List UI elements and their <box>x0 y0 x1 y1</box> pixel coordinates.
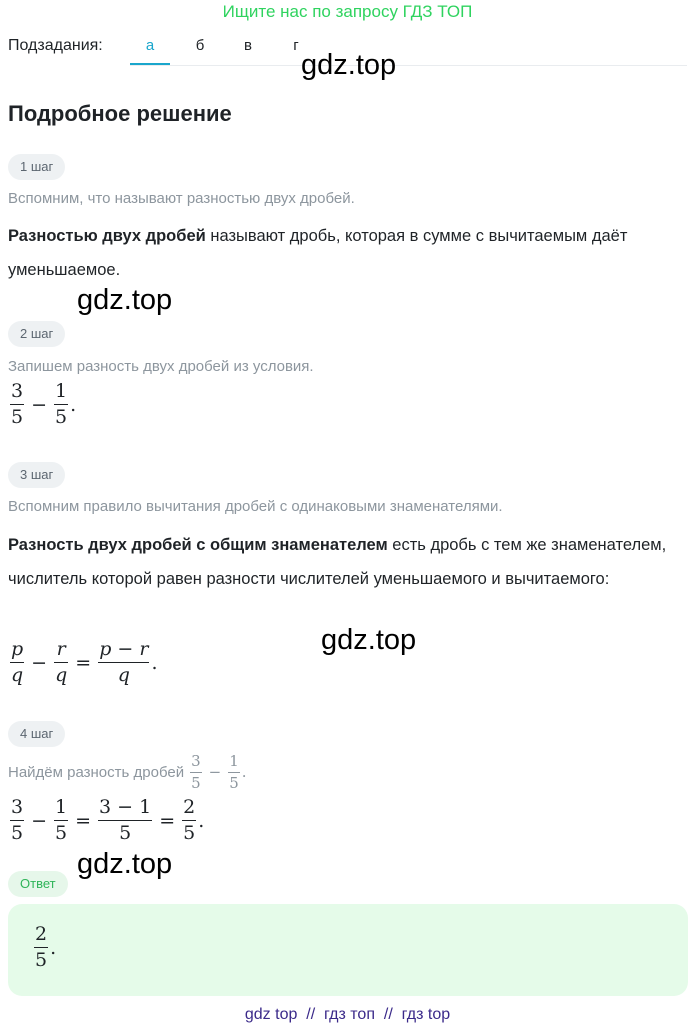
numerator: 1 <box>229 752 239 770</box>
answer-badge: Ответ <box>8 871 68 897</box>
rule-term: Разность двух дробей с общим знаменателем <box>8 536 388 554</box>
numerator: 3 <box>191 752 201 770</box>
fraction <box>98 639 149 686</box>
step-badge-3: 3 шаг <box>8 462 65 488</box>
period: . <box>70 393 77 416</box>
watermark: gdz.top <box>77 284 173 316</box>
denominator: q <box>117 664 130 687</box>
fraction <box>98 797 152 844</box>
answer-formula <box>32 924 56 971</box>
fraction <box>54 381 68 428</box>
footer-links[interactable]: gdz top // гдз топ // гдз top <box>244 1006 451 1023</box>
numerator: 1 <box>55 796 68 818</box>
numerator: 2 <box>35 923 48 945</box>
step-badge-1: 1 шаг <box>8 154 65 180</box>
tabs-divider <box>130 65 687 66</box>
rule-text: есть дробь с тем же знаменателем, числитель которой равен разности числителей уменьшаемого и вычитаемого: <box>8 536 667 588</box>
hint-text: Найдём разность дробей <box>8 763 185 781</box>
numerator: 2 <box>183 796 196 818</box>
fraction <box>228 753 240 791</box>
denominator: 5 <box>183 822 196 845</box>
subtasks-label: Подзадания: <box>8 37 103 54</box>
step-2-formula <box>8 381 76 428</box>
period: . <box>151 651 158 674</box>
tab-b[interactable]: б <box>195 37 205 54</box>
tab-a[interactable]: а <box>145 37 155 54</box>
equals: = <box>75 809 92 832</box>
denominator: 5 <box>35 949 48 972</box>
period: . <box>241 763 247 782</box>
tab-g[interactable]: г <box>293 37 299 54</box>
denominator: 5 <box>119 822 132 845</box>
step-3-rule <box>8 528 686 596</box>
step-4-formula <box>8 797 204 844</box>
tab-v[interactable]: в <box>244 37 252 54</box>
denominator: 5 <box>11 822 24 845</box>
hint-formula <box>188 753 246 791</box>
numerator: p − r <box>99 638 149 660</box>
answer-box <box>8 904 688 996</box>
numerator: 3 <box>11 380 24 402</box>
denominator: 5 <box>55 822 68 845</box>
fraction <box>10 639 24 686</box>
top-banner: Ищите нас по запросу ГДЗ ТОП <box>222 2 473 21</box>
numerator: r <box>56 638 66 660</box>
numerator: p <box>11 638 24 660</box>
definition-term: Разностью двух дробей <box>8 227 206 245</box>
definition-text: называют дробь, которая в сумме с вычитаемым даёт уменьшаемое. <box>8 227 628 279</box>
step-4-hint <box>8 753 247 791</box>
watermark: gdz.top <box>321 624 417 656</box>
denominator: q <box>55 664 68 687</box>
denominator: 5 <box>191 773 201 792</box>
fraction <box>34 924 48 971</box>
period: . <box>50 936 57 959</box>
numerator: 1 <box>55 380 68 402</box>
step-1-definition <box>8 219 688 287</box>
equals: = <box>159 809 176 832</box>
fraction <box>10 797 24 844</box>
step-3-hint: Вспомним правило вычитания дробей с одинаковыми знаменателями. <box>8 498 503 515</box>
operator: − <box>31 393 48 416</box>
numerator: 3 − 1 <box>99 796 152 818</box>
fraction <box>54 639 68 686</box>
operator: − <box>208 763 222 782</box>
fraction <box>190 753 202 791</box>
numerator: 3 <box>11 796 24 818</box>
denominator: q <box>11 664 24 687</box>
step-2-hint: Запишем разность двух дробей из условия. <box>8 358 314 375</box>
operator: − <box>31 809 48 832</box>
watermark: gdz.top <box>77 848 173 880</box>
operator: − <box>31 651 48 674</box>
fraction <box>182 797 196 844</box>
step-1-hint: Вспомним, что называют разностью двух дробей. <box>8 190 355 207</box>
fraction <box>54 797 68 844</box>
step-3-formula <box>8 639 157 686</box>
equals: = <box>75 651 92 674</box>
denominator: 5 <box>55 406 68 429</box>
fraction <box>10 381 24 428</box>
step-badge-4: 4 шаг <box>8 721 65 747</box>
step-badge-2: 2 шаг <box>8 321 65 347</box>
denominator: 5 <box>229 773 239 792</box>
active-tab-indicator <box>130 63 170 65</box>
section-title: Подробное решение <box>8 101 232 126</box>
period: . <box>198 809 205 832</box>
denominator: 5 <box>11 406 24 429</box>
watermark: gdz.top <box>301 49 397 81</box>
